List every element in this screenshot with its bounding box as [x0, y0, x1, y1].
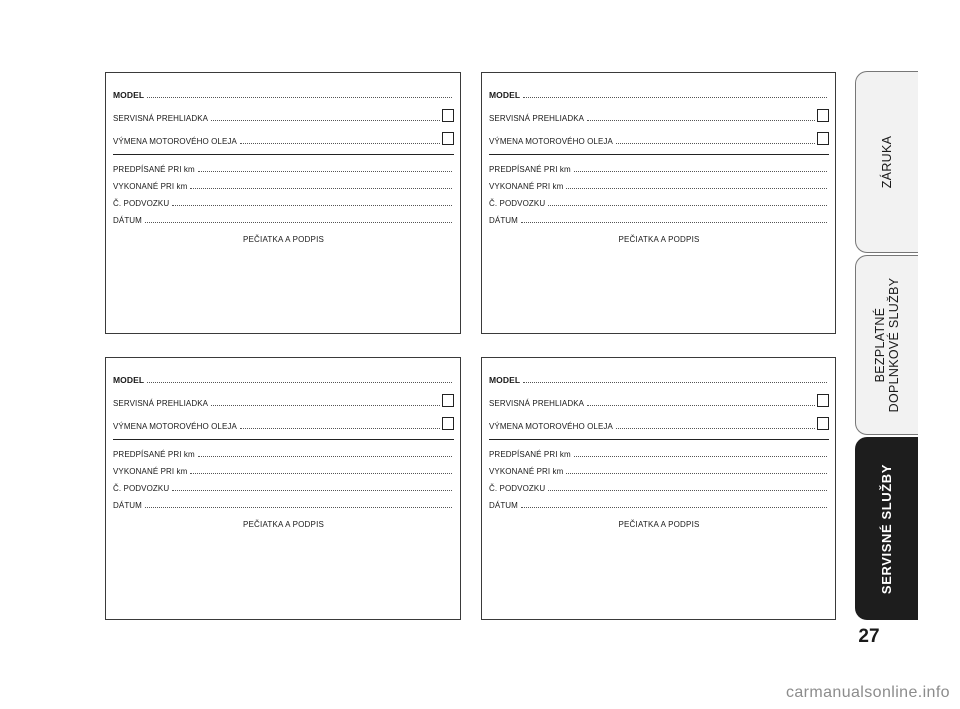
service-card-3: [105, 357, 461, 620]
fill-line[interactable]: [574, 456, 827, 457]
divider: [113, 154, 454, 155]
prescribed-km-row: [113, 442, 454, 459]
prescribed-km-row: [489, 442, 829, 459]
chassis-row: [489, 191, 829, 208]
fill-line: [616, 143, 815, 144]
oil-label: VÝMENA MOTOROVÉHO OLEJA: [489, 137, 613, 146]
service-checkbox[interactable]: [442, 394, 454, 407]
service-card-4: [481, 357, 836, 620]
fill-line: [240, 428, 440, 429]
done-km-row: [113, 174, 454, 191]
fill-line[interactable]: [145, 222, 452, 223]
date-row: [489, 493, 829, 510]
fill-line[interactable]: [147, 97, 452, 98]
service-row: [489, 100, 829, 123]
oil-row: [113, 408, 454, 431]
oil-checkbox[interactable]: [817, 132, 829, 145]
prescribed-km-row: [489, 157, 829, 174]
stamp-label: PEČIATKA A PODPIS: [242, 520, 325, 529]
oil-label: VÝMENA MOTOROVÉHO OLEJA: [489, 422, 613, 431]
oil-checkbox[interactable]: [442, 132, 454, 145]
prescribed-km-label: PREDPÍSANÉ PRI km: [489, 450, 571, 459]
done-km-label: VYKONANÉ PRI km: [113, 467, 188, 476]
fill-line[interactable]: [172, 490, 452, 491]
date-row: [113, 208, 454, 225]
fill-line[interactable]: [190, 188, 452, 189]
model-row: [113, 368, 454, 385]
date-row: [113, 493, 454, 510]
chassis-row: [489, 476, 829, 493]
tab-servisne-sluzby[interactable]: [855, 437, 918, 620]
tab-zaruka[interactable]: [855, 71, 918, 253]
fill-line[interactable]: [548, 205, 827, 206]
fill-line[interactable]: [548, 490, 827, 491]
fill-line: [587, 120, 815, 121]
fill-line[interactable]: [145, 507, 452, 508]
fill-line[interactable]: [147, 382, 452, 383]
date-label: DÁTUM: [113, 216, 142, 225]
chassis-label: Č. PODVOZKU: [489, 199, 546, 208]
tab-bezplatne-line1: BEZPLATNÉ: [873, 307, 887, 383]
stamp-label: PEČIATKA A PODPIS: [618, 520, 700, 529]
fill-line: [616, 428, 815, 429]
tab-servisne-label: SERVISNÉ SLUŽBY: [879, 463, 894, 594]
chassis-label: Č. PODVOZKU: [113, 199, 170, 208]
oil-label: VÝMENA MOTOROVÉHO OLEJA: [113, 137, 237, 146]
fill-line[interactable]: [574, 171, 827, 172]
service-label: SERVISNÁ PREHLIADKA: [489, 114, 585, 123]
chassis-row: [113, 476, 454, 493]
service-checkbox[interactable]: [442, 109, 454, 122]
fill-line[interactable]: [198, 456, 452, 457]
tab-bezplatne-doplnkove-sluzby[interactable]: [855, 255, 918, 435]
done-km-row: [489, 174, 829, 191]
divider: [489, 154, 829, 155]
fill-line[interactable]: [566, 473, 827, 474]
tab-bezplatne-label: [873, 278, 901, 413]
service-row: [113, 385, 454, 408]
prescribed-km-label: PREDPÍSANÉ PRI km: [113, 165, 195, 174]
date-label: DÁTUM: [489, 216, 518, 225]
divider: [113, 439, 454, 440]
fill-line: [240, 143, 440, 144]
fill-line: [211, 120, 440, 121]
watermark: carmanualsonline.info: [785, 684, 950, 701]
service-label: SERVISNÁ PREHLIADKA: [113, 114, 209, 123]
tab-bezplatne-line2: DOPLNKOVÉ SLUŽBY: [887, 277, 901, 413]
service-checkbox[interactable]: [817, 394, 829, 407]
stamp-label: PEČIATKA A PODPIS: [242, 235, 325, 244]
fill-line[interactable]: [172, 205, 452, 206]
done-km-row: [113, 459, 454, 476]
service-card-1: [105, 72, 461, 334]
stamp-label: PEČIATKA A PODPIS: [618, 235, 700, 244]
model-label: MODEL: [113, 375, 145, 385]
service-row: [489, 385, 829, 408]
chassis-row: [113, 191, 454, 208]
done-km-label: VYKONANÉ PRI km: [489, 182, 564, 191]
oil-label: VÝMENA MOTOROVÉHO OLEJA: [113, 422, 237, 431]
divider: [489, 439, 829, 440]
model-label: MODEL: [489, 90, 521, 100]
service-checkbox[interactable]: [817, 109, 829, 122]
model-row: [489, 368, 829, 385]
prescribed-km-label: PREDPÍSANÉ PRI km: [489, 165, 571, 174]
oil-checkbox[interactable]: [442, 417, 454, 430]
page-number: 27: [858, 626, 880, 647]
oil-row: [489, 408, 829, 431]
date-row: [489, 208, 829, 225]
fill-line[interactable]: [523, 97, 827, 98]
fill-line[interactable]: [198, 171, 452, 172]
prescribed-km-row: [113, 157, 454, 174]
model-row: [113, 83, 454, 100]
fill-line[interactable]: [566, 188, 827, 189]
oil-row: [113, 123, 454, 146]
service-label: SERVISNÁ PREHLIADKA: [113, 399, 209, 408]
done-km-row: [489, 459, 829, 476]
service-row: [113, 100, 454, 123]
service-card-2: [481, 72, 836, 334]
section-tabs: [855, 71, 918, 620]
oil-row: [489, 123, 829, 146]
date-label: DÁTUM: [489, 501, 518, 510]
service-label: SERVISNÁ PREHLIADKA: [489, 399, 585, 408]
fill-line: [587, 405, 815, 406]
tab-zaruka-label: ZÁRUKA: [880, 135, 894, 189]
prescribed-km-label: PREDPÍSANÉ PRI km: [113, 450, 195, 459]
fill-line: [211, 405, 440, 406]
done-km-label: VYKONANÉ PRI km: [113, 182, 188, 191]
fill-line[interactable]: [523, 382, 827, 383]
fill-line[interactable]: [190, 473, 452, 474]
model-label: MODEL: [489, 375, 521, 385]
oil-checkbox[interactable]: [817, 417, 829, 430]
fill-line[interactable]: [521, 507, 827, 508]
model-label: MODEL: [113, 90, 145, 100]
done-km-label: VYKONANÉ PRI km: [489, 467, 564, 476]
date-label: DÁTUM: [113, 501, 142, 510]
model-row: [489, 83, 829, 100]
chassis-label: Č. PODVOZKU: [489, 484, 546, 493]
fill-line[interactable]: [521, 222, 827, 223]
chassis-label: Č. PODVOZKU: [113, 484, 170, 493]
